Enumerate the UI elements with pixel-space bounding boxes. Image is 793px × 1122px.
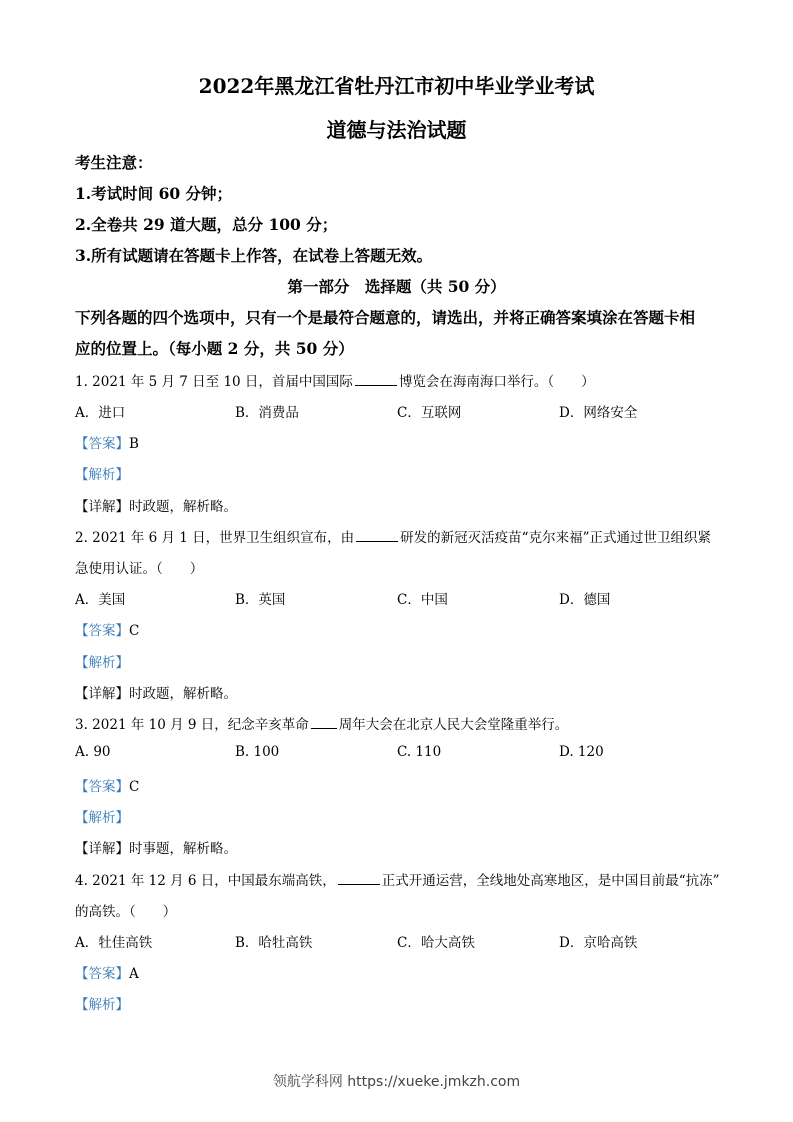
answer-value: A xyxy=(129,966,139,982)
question-3-text-after: 周年大会在北京人民大会堂隆重举行。 xyxy=(338,717,569,733)
question-2-stem-line2: 急使用认证。（ ） xyxy=(75,561,204,577)
question-2-blank xyxy=(356,529,398,542)
exam-title: 2022年黑龙江省牡丹江市初中毕业学业考试 xyxy=(198,74,595,98)
question-4-option-c: C．哈大高铁 xyxy=(397,935,475,951)
question-4-analysis-label: 【解析】 xyxy=(75,997,129,1013)
detail-label: 【详解】 xyxy=(75,841,129,857)
question-2-option-d: D．德国 xyxy=(559,592,611,608)
question-3-analysis-label: 【解析】 xyxy=(75,810,129,826)
notice-item-3: 3.所有试题请在答题卡上作答，在试卷上答题无效。 xyxy=(75,246,433,265)
question-1-stem xyxy=(75,370,595,390)
answer-label: 【答案】 xyxy=(75,436,129,452)
question-1-option-c: C．互联网 xyxy=(397,405,462,421)
answer-label: 【答案】 xyxy=(75,623,129,639)
question-2-stem xyxy=(75,526,711,546)
notice-item-1: 1.考试时间 60 分钟； xyxy=(75,184,233,203)
detail-text: 时政题，解析略。 xyxy=(129,686,237,702)
detail-label: 【详解】 xyxy=(75,499,129,515)
notice-item-2: 2.全卷共 29 道大题，总分 100 分； xyxy=(75,215,338,234)
question-4-option-d: D．京哈高铁 xyxy=(559,935,638,951)
question-2-option-a: A．美国 xyxy=(75,592,126,608)
question-2-option-c: C．中国 xyxy=(397,592,448,608)
question-3-detail xyxy=(75,837,237,857)
question-1-analysis-label: 【解析】 xyxy=(75,467,129,483)
question-3-answer xyxy=(75,775,139,795)
answer-label: 【答案】 xyxy=(75,966,129,982)
question-1-detail xyxy=(75,495,237,515)
question-1-answer xyxy=(75,432,139,452)
question-3-option-b: B. 100 xyxy=(235,744,280,760)
question-2-analysis-label: 【解析】 xyxy=(75,655,129,671)
detail-text: 时事题，解析略。 xyxy=(129,841,237,857)
question-1-text-before: 1. 2021 年 5 月 7 日至 10 日，首届中国国际 xyxy=(75,374,353,390)
question-4-text-after: 正式开通运营，全线地处高寒地区，是中国目前最“抗冻” xyxy=(381,873,720,889)
detail-text: 时政题，解析略。 xyxy=(129,499,237,515)
detail-label: 【详解】 xyxy=(75,686,129,702)
answer-value: C xyxy=(129,623,140,639)
question-3-blank xyxy=(311,716,337,729)
question-4-option-a: A．牡佳高铁 xyxy=(75,935,153,951)
question-2-answer xyxy=(75,619,139,639)
question-4-text-before: 4. 2021 年 12 月 6 日，中国最东端高铁， xyxy=(75,873,336,889)
question-4-option-b: B．哈牡高铁 xyxy=(235,935,313,951)
question-1-option-a: A．进口 xyxy=(75,405,126,421)
exam-subtitle: 道德与法治试题 xyxy=(326,118,467,142)
notice-heading: 考生注意： xyxy=(75,153,153,172)
answer-value: C xyxy=(129,779,140,795)
question-3-option-d: D. 120 xyxy=(559,744,604,760)
answer-value: B xyxy=(129,436,139,452)
question-3-option-a: A. 90 xyxy=(75,744,111,760)
question-4-blank xyxy=(338,872,380,885)
section-instruction-line2: 应的位置上。（每小题 2 分，共 50 分） xyxy=(75,339,354,358)
question-3-stem xyxy=(75,713,568,733)
question-1-option-d: D．网络安全 xyxy=(559,405,638,421)
footer-watermark: 领航学科网 https://xueke.jmkzh.com xyxy=(272,1074,521,1090)
question-4-answer xyxy=(75,962,139,982)
question-3-text-before: 3. 2021 年 10 月 9 日，纪念辛亥革命 xyxy=(75,717,309,733)
section-title: 第一部分 选择题（共 50 分） xyxy=(287,277,506,296)
question-1-option-b: B．消费品 xyxy=(235,405,299,421)
question-2-option-b: B．英国 xyxy=(235,592,286,608)
question-3-option-c: C. 110 xyxy=(397,744,442,760)
answer-label: 【答案】 xyxy=(75,779,129,795)
question-2-text-before: 2. 2021 年 6 月 1 日，世界卫生组织宣布，由 xyxy=(75,530,355,546)
question-4-stem xyxy=(75,869,720,889)
question-1-blank xyxy=(355,373,397,386)
question-2-text-after: 研发的新冠灭活疫苗“克尔来福”正式通过世卫组织紧 xyxy=(400,530,711,546)
question-4-stem-line2: 的高铁。（ ） xyxy=(75,904,177,920)
question-2-detail xyxy=(75,682,237,702)
section-instruction-line1: 下列各题的四个选项中，只有一个是最符合题意的，请选出，并将正确答案填涂在答题卡相 xyxy=(75,308,696,327)
question-1-text-after: 博览会在海南海口举行。（ ） xyxy=(398,374,595,390)
